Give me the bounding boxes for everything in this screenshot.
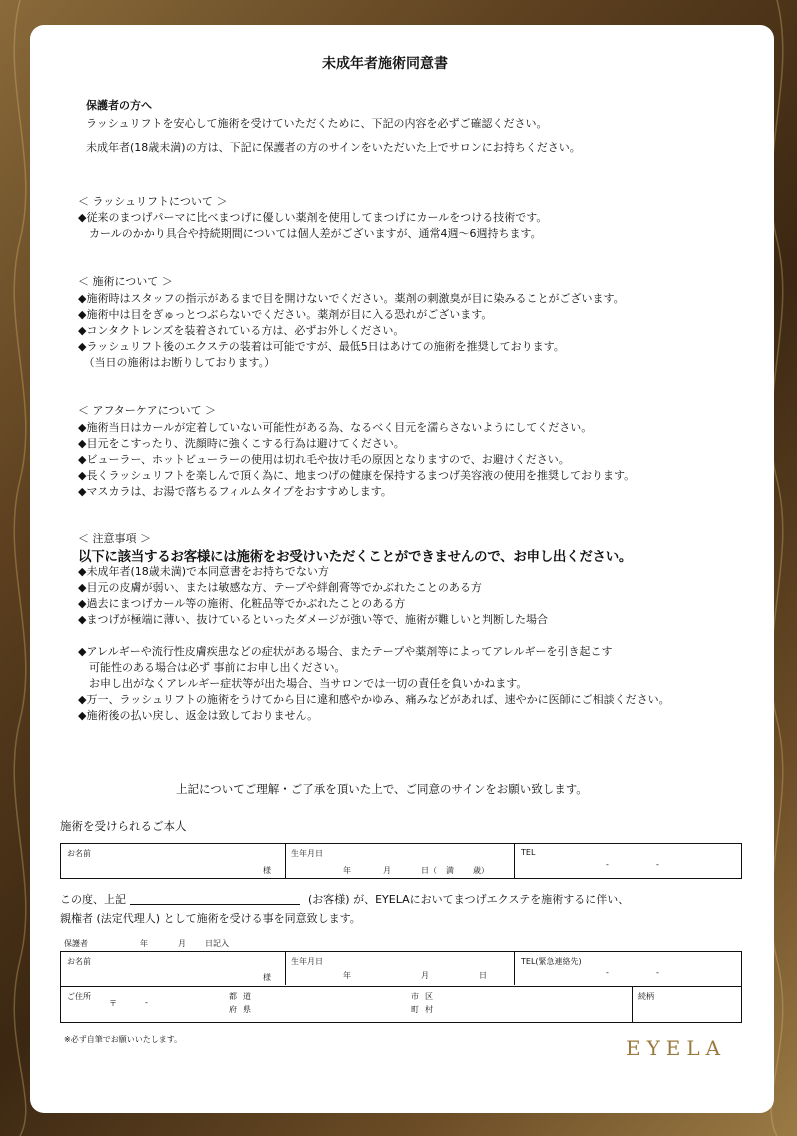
list-item: カールのかかり具合や持続期間については個人差がございますが、通常4週～6週持ちます。	[78, 227, 542, 240]
patient-birth-label: 生年月日	[291, 849, 323, 858]
city-ku: 区	[425, 992, 433, 1001]
relation-label: 続柄	[638, 992, 654, 1001]
table-divider	[514, 952, 515, 985]
warning-text: 以下に該当するお客様には施術をお受けいただくことができませんので、お申し出ください。	[78, 549, 633, 565]
list-item: ◆万一、ラッシュリフトの施術をうけてから目に違和感やかゆみ、痛みなどがあれば、速やかに医師にご相談ください。	[78, 693, 670, 706]
consent-form-paper	[30, 25, 774, 1113]
guardian-intro-line: 未成年者(18歳未満)の方は、下記に保護者の方のサインをいただいた上でサロンにお持ちください。	[86, 141, 581, 154]
guardian-birth-month-unit: 月	[421, 971, 429, 980]
guardian-birth-label: 生年月日	[291, 957, 323, 966]
list-item: ◆目元をこすったり、洗顔時に強くこする行為は避けてください。	[78, 437, 405, 450]
list-item: ◆施術当日はカールが定着していない可能性がある為、なるべく目元を濡らさないようにしてください。	[78, 421, 593, 434]
postal-dash: -	[145, 998, 148, 1007]
footnote: ※必ず自筆でお願いいたします。	[64, 1035, 183, 1044]
pref-to: 都	[229, 992, 237, 1001]
age-sai: 歳）	[473, 866, 489, 875]
guardian-name-label: お名前	[67, 957, 91, 966]
tel-dash: -	[606, 860, 609, 869]
guardian-heading: 保護者の方へ	[86, 99, 152, 112]
guardian-birth-day-unit: 日	[479, 971, 487, 980]
list-item: （当日の施術はお断りしております。）	[78, 356, 276, 369]
patient-info-table	[60, 843, 742, 879]
table-divider	[285, 844, 286, 878]
list-item: ◆マスカラは、お湯で落ちるフィルムタイプをおすすめします。	[78, 485, 392, 498]
table-divider	[632, 987, 633, 1022]
relation-field[interactable]	[638, 1000, 736, 1020]
birth-month-unit: 月	[383, 866, 391, 875]
birth-year-unit: 年	[343, 866, 351, 875]
guardian-birth-year-unit: 年	[343, 971, 351, 980]
pref-ken: 県	[243, 1005, 251, 1014]
list-item: ◆施術後の払い戻し、返金は致しておりません。	[78, 709, 319, 722]
tel-dash: -	[606, 968, 609, 977]
tel-dash: -	[656, 860, 659, 869]
city-shi: 市	[411, 992, 419, 1001]
patient-tel-label: TEL	[521, 848, 536, 857]
address-label: ご住所	[67, 992, 91, 1001]
age-man: 満	[446, 866, 454, 875]
emergency-tel-label: TEL(緊急連絡先)	[521, 957, 582, 966]
guardian-label: 保護者	[64, 939, 88, 948]
patient-name-label: お名前	[67, 849, 91, 858]
page-title: 未成年者施術同意書	[322, 56, 448, 72]
list-item: ◆ラッシュリフト後のエクステの装着は可能ですが、最低5日はあけての施術を推奨しております。	[78, 340, 565, 353]
city-mura: 村	[425, 1005, 433, 1014]
eyela-logo: EYELA	[626, 1036, 727, 1060]
birth-day-unit: 日（	[421, 866, 437, 875]
list-item: ◆従来のまつげパーマに比べまつげに優しい薬剤を使用してまつげにカールをつける技術です。	[78, 211, 548, 224]
entry-year-unit: 年	[140, 939, 148, 948]
tel-dash: -	[656, 968, 659, 977]
list-item: ◆未成年者(18歳未満)で本同意書をお持ちでない方	[78, 565, 329, 578]
table-divider	[61, 986, 741, 987]
agreement-text: この度、上記	[60, 893, 126, 906]
table-divider	[514, 844, 515, 878]
agreement-text: (お客様) が、EYELAにおいてまつげエクステを施術するに伴い、	[308, 893, 630, 906]
entry-month-unit: 月	[178, 939, 186, 948]
postal-mark: 〒	[109, 999, 117, 1008]
agreement-text: 親権者 (法定代理人) として施術を受ける事を同意致します。	[60, 912, 361, 925]
patient-sama: 様	[263, 866, 271, 875]
guardian-info-table	[60, 951, 742, 1023]
section-heading-lashlift: ＜ ラッシュリフトについて ＞	[78, 195, 228, 208]
section-heading-treatment: ＜ 施術について ＞	[78, 275, 173, 288]
city-machi: 町	[411, 1005, 419, 1014]
list-item: ◆ビューラー、ホットビューラーの使用は切れ毛や抜け毛の原因となりますので、お避けください。	[78, 453, 570, 466]
list-item: ◆まつげが極端に薄い、抜けているといったダメージが強い等で、施術が難しいと判断した場合	[78, 613, 549, 626]
pref-dou: 道	[243, 992, 251, 1001]
emergency-tel-field[interactable]	[521, 964, 736, 984]
guardian-birthdate-field[interactable]	[291, 964, 506, 984]
list-item: ◆目元の皮膚が弱い、または敏感な方、テープや絆創膏等でかぶれたことのある方	[78, 581, 482, 594]
consent-request-text: 上記についてご理解・ご了承を頂いた上で、ご同意のサインをお願い致します。	[176, 782, 588, 796]
list-item: ◆コンタクトレンズを装着されている方は、必ずお外しください。	[78, 324, 405, 337]
table-divider	[285, 952, 286, 985]
customer-name-field[interactable]	[130, 889, 300, 905]
list-item: ◆施術中は目をぎゅっとつぶらないでください。薬剤が目に入る恐れがございます。	[78, 308, 493, 321]
guardian-name-field[interactable]	[67, 964, 257, 984]
list-item: お申し出がなくアレルギー症状等が出た場合、当サロンでは一切の責任を負いかねます。	[78, 677, 528, 690]
address-field[interactable]	[67, 988, 627, 1020]
entry-date-field[interactable]	[90, 934, 238, 948]
guardian-sama: 様	[263, 973, 271, 982]
list-item: 可能性のある場合は必ず 事前にお申し出ください。	[78, 661, 346, 674]
section-heading-aftercare: ＜ アフターケアについて ＞	[78, 404, 217, 417]
patient-name-field[interactable]	[67, 856, 257, 876]
patient-tel-field[interactable]	[521, 856, 736, 876]
patient-heading: 施術を受けられるご本人	[60, 819, 187, 833]
list-item: ◆アレルギーや流行性皮膚疾患などの症状がある場合、またテープや薬剤等によってアレルギーを引き起こす	[78, 645, 613, 658]
guardian-intro-line: ラッシュリフトを安心して施術を受けていただくために、下記の内容を必ずご確認ください。	[86, 117, 548, 130]
list-item: ◆過去にまつげカール等の施術、化粧品等でかぶれたことのある方	[78, 597, 406, 610]
pref-fu: 府	[229, 1005, 237, 1014]
section-heading-notes: ＜ 注意事項 ＞	[78, 532, 151, 545]
list-item: ◆施術時はスタッフの指示があるまで目を開けないでください。薬剤の刺激臭が目に染みることがございます。	[78, 292, 625, 305]
list-item: ◆長くラッシュリフトを楽しんで頂く為に、地まつげの健康を保持するまつげ美容液の使用を推奨しております。	[78, 469, 636, 482]
entry-day-unit: 日記入	[205, 939, 229, 948]
